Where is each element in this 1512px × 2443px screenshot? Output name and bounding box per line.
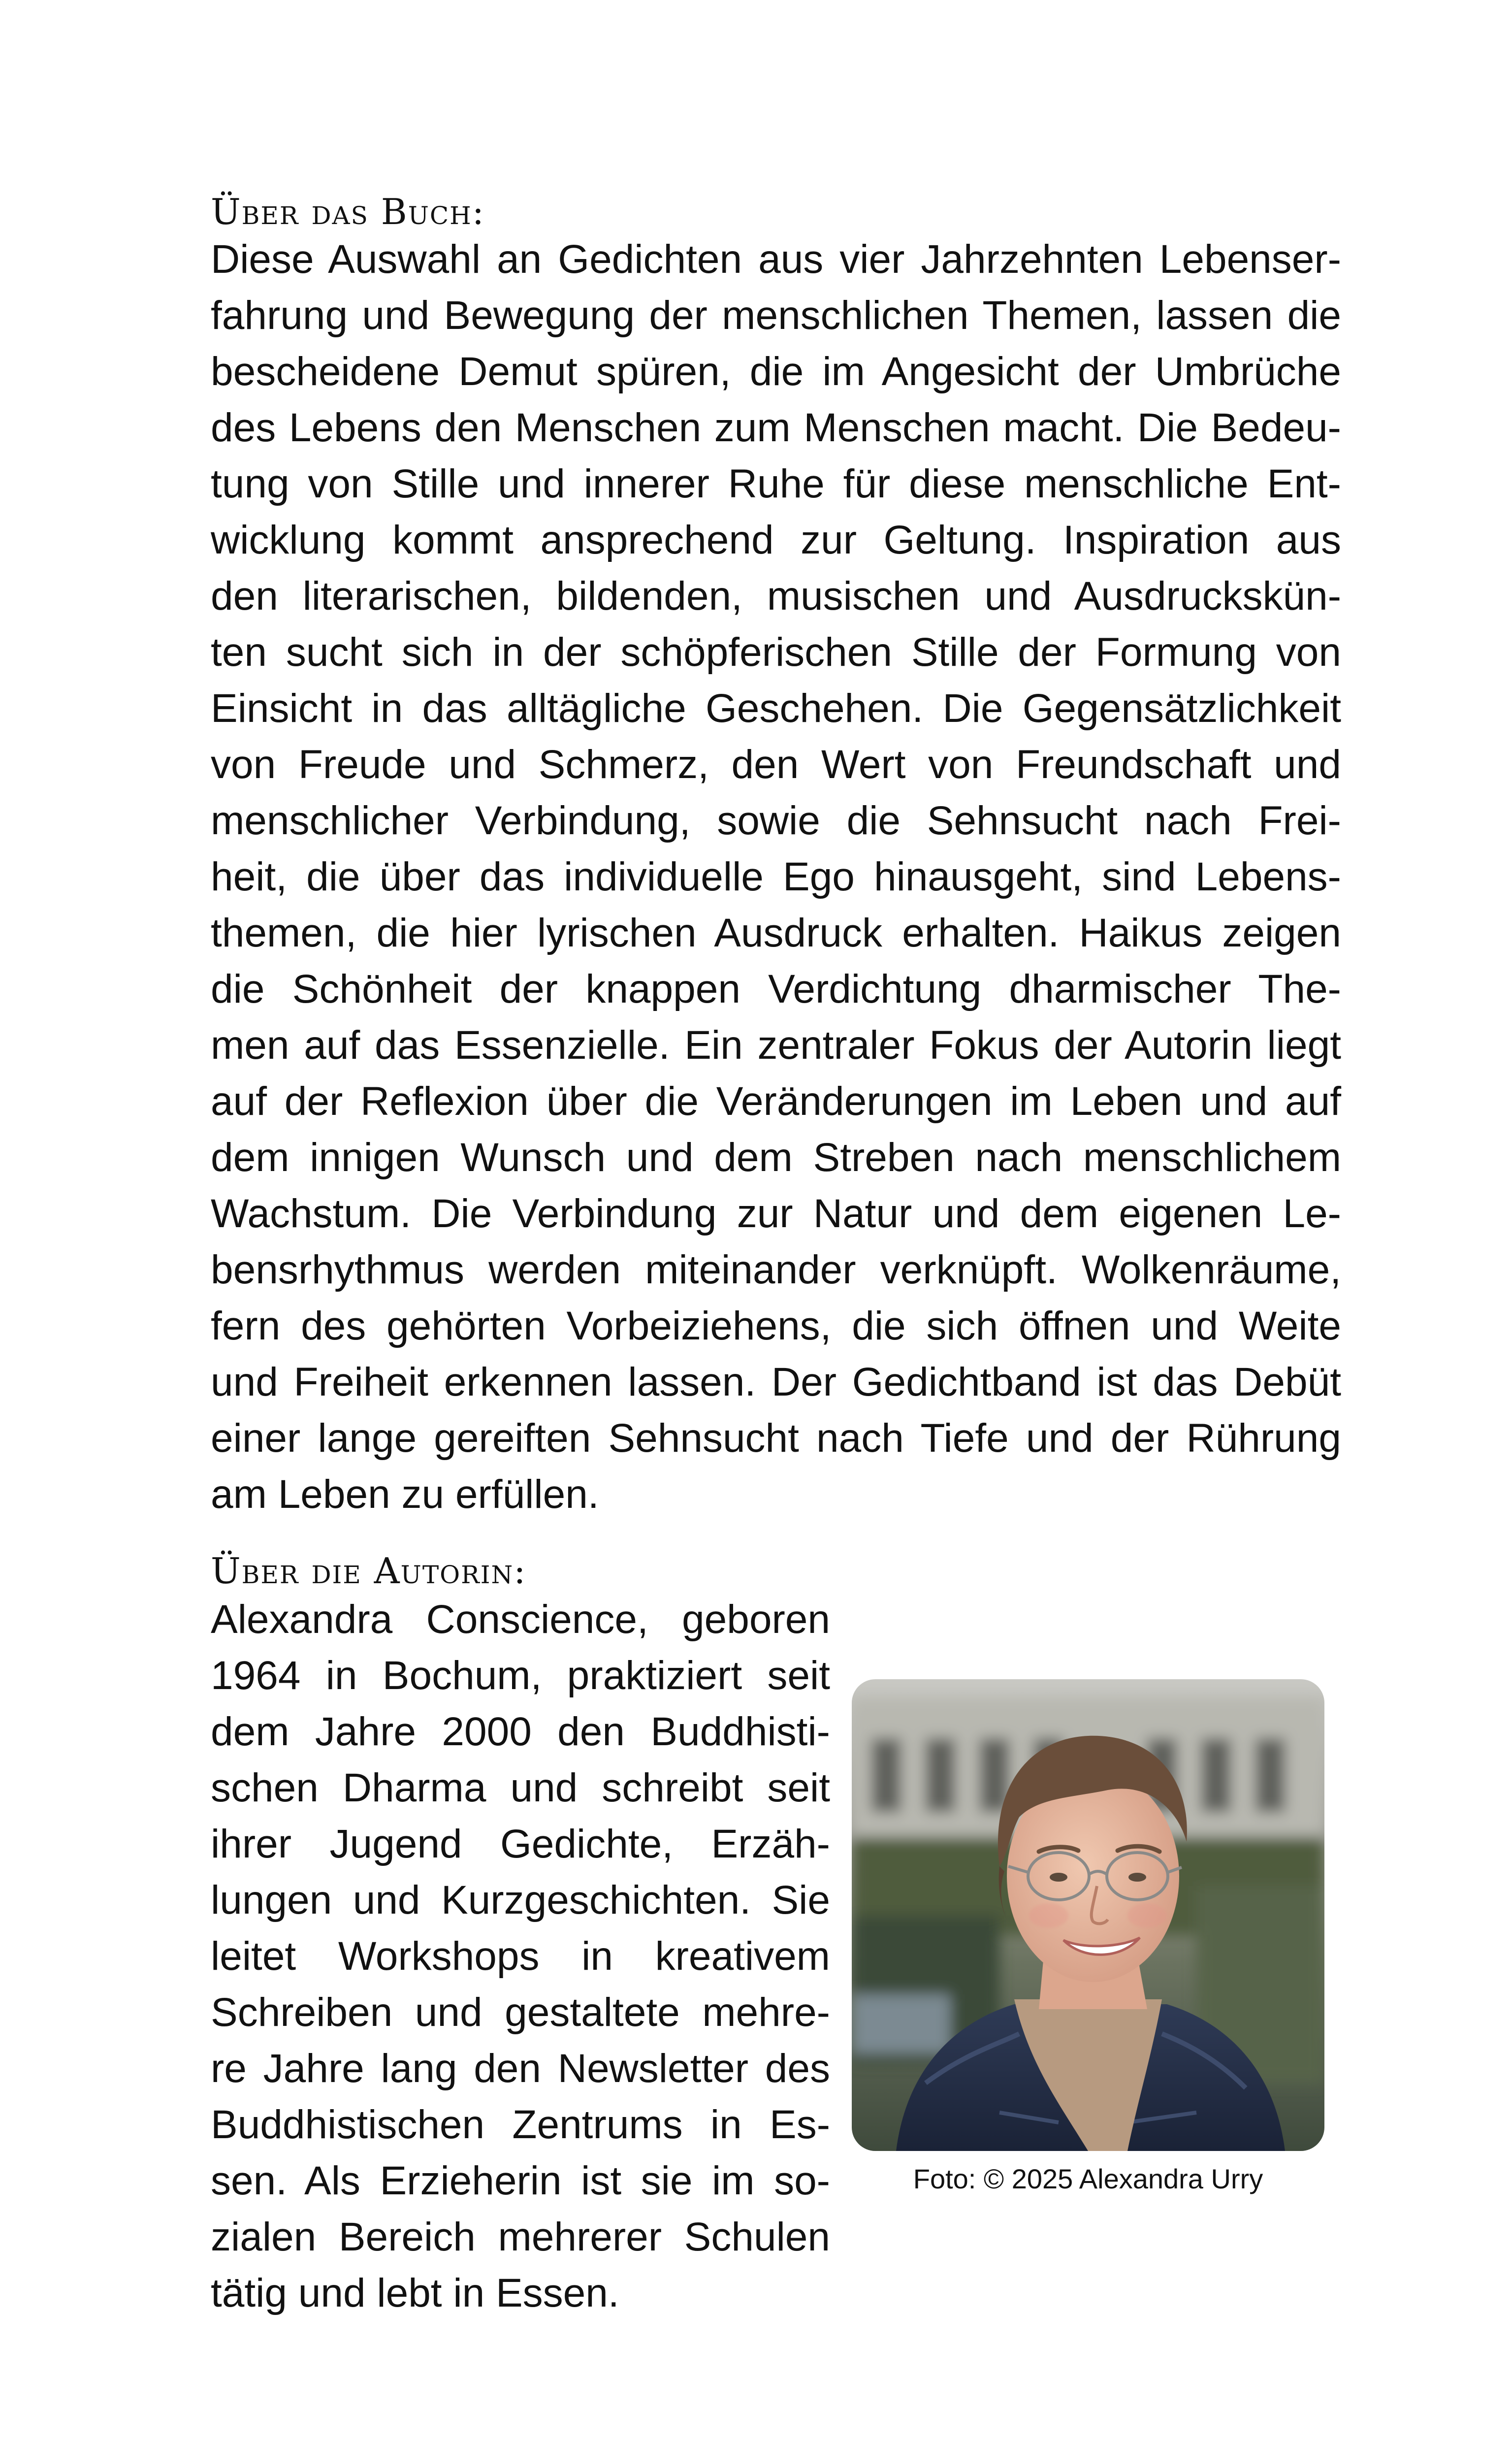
- book-description-line: von Freude und Schmerz, den Wert von Freundschaft und: [211, 742, 1341, 787]
- book-description-line: themen, die hier lyrischen Ausdruck erhalten. Haikus zeigen: [211, 911, 1341, 955]
- book-description-line: tung von Stille und innerer Ruhe für diese menschliche Ent-: [211, 461, 1341, 506]
- book-description-line: des Lebens den Menschen zum Menschen macht. Die Bedeu-: [211, 405, 1341, 450]
- book-description-line: einer lange gereiften Sehnsucht nach Tiefe und der Rührung: [211, 1416, 1341, 1461]
- book-description-line: den literarischen, bildenden, musischen und Ausdruckskün-: [211, 574, 1341, 619]
- photo-caption: Foto: © 2025 Alexandra Urry: [913, 2163, 1263, 2194]
- book-description-line: fern des gehörten Vorbeiziehens, die sich öffnen und Weite: [211, 1303, 1341, 1348]
- author-biography-line: leitet Workshops in kreativem: [211, 1934, 830, 1979]
- book-description-line: Einsicht in das alltägliche Geschehen. Die Gegensätzlichkeit: [211, 686, 1341, 731]
- book-description-line: und Freiheit erkennen lassen. Der Gedichtband ist das Debüt: [211, 1360, 1341, 1404]
- author-biography-line: ihrer Jugend Gedichte, Erzäh-: [211, 1822, 830, 1866]
- book-description-line: ten sucht sich in der schöpferischen Stille der Formung von: [211, 630, 1341, 675]
- book-description-line: die Schönheit der knappen Verdichtung dharmischer The-: [211, 967, 1341, 1011]
- author-biography-line: sen. Als Erzieherin ist sie im so-: [211, 2158, 830, 2203]
- section-heading-about-book: Über das Buch:: [211, 191, 485, 232]
- author-biography-line: Alexandra Conscience, geboren: [211, 1597, 830, 1642]
- section-heading-about-author: Über die Autorin:: [211, 1550, 527, 1592]
- author-biography-line: re Jahre lang den Newsletter des: [211, 2046, 830, 2091]
- book-description-line: fahrung und Bewegung der menschlichen Themen, lassen die: [211, 293, 1341, 338]
- book-description-line: auf der Reflexion über die Veränderungen im Leben und auf: [211, 1079, 1341, 1124]
- book-description-line: men auf das Essenzielle. Ein zentraler Fokus der Autorin liegt: [211, 1023, 1341, 1068]
- author-biography-line: 1964 in Bochum, praktiziert seit: [211, 1653, 830, 1698]
- author-photo: [852, 1679, 1324, 2151]
- book-description-line: dem innigen Wunsch und dem Streben nach menschlichem: [211, 1135, 1341, 1180]
- book-description-line: wicklung kommt ansprechend zur Geltung. Inspiration aus: [211, 518, 1341, 562]
- book-description-line: bescheidene Demut spüren, die im Angesicht der Umbrüche: [211, 349, 1341, 394]
- author-biography-line: Schreiben und gestaltete mehre-: [211, 1990, 830, 2035]
- author-portrait-illustration: [852, 1679, 1324, 2151]
- author-biography-line: dem Jahre 2000 den Buddhisti-: [211, 1709, 830, 1754]
- author-biography-line: zialen Bereich mehrerer Schulen: [211, 2215, 830, 2259]
- book-description-line: heit, die über das individuelle Ego hinausgeht, sind Lebens-: [211, 854, 1341, 899]
- book-description-line: bensrhythmus werden miteinander verknüpft. Wolkenräume,: [211, 1247, 1341, 1292]
- book-description-line: Wachstum. Die Verbindung zur Natur und dem eigenen Le-: [211, 1191, 1341, 1236]
- author-biography-line: schen Dharma und schreibt seit: [211, 1765, 830, 1810]
- author-biography-line: tätig und lebt in Essen.: [211, 2271, 619, 2315]
- book-description-line: Diese Auswahl an Gedichten aus vier Jahrzehnten Lebenser-: [211, 237, 1341, 282]
- author-biography-line: Buddhistischen Zentrums in Es-: [211, 2102, 830, 2147]
- author-biography-line: lungen und Kurzgeschichten. Sie: [211, 1878, 830, 1922]
- book-description-line: menschlicher Verbindung, sowie die Sehnsucht nach Frei-: [211, 798, 1341, 843]
- book-description-line: am Leben zu erfüllen.: [211, 1472, 599, 1517]
